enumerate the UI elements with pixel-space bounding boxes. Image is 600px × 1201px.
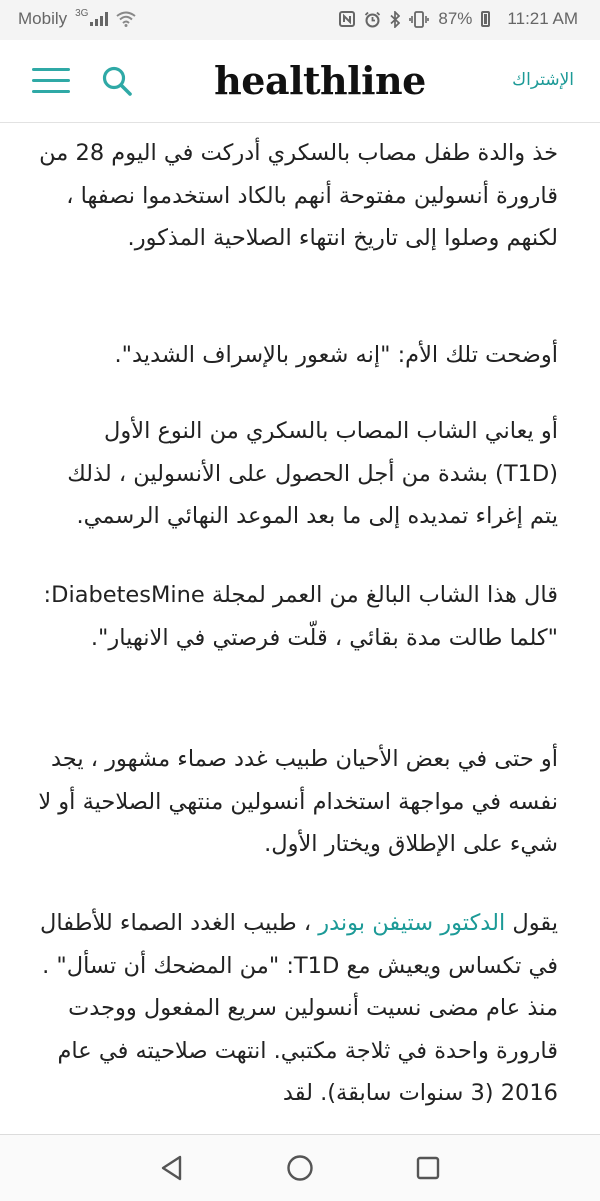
alarm-icon — [364, 11, 381, 28]
hamburger-menu-icon[interactable] — [32, 68, 70, 96]
article-paragraph — [0, 902, 600, 1115]
search-icon[interactable] — [100, 64, 134, 98]
healthline-logo[interactable]: healthline — [214, 58, 426, 103]
author-link[interactable]: الدكتور ستيفن بوندر — [318, 910, 506, 936]
vibrate-icon — [409, 11, 429, 28]
status-left — [18, 9, 136, 29]
bluetooth-icon — [390, 11, 400, 28]
paragraph-text: ، طبيب الغدد الصماء للأطفال في تكساس ويعيش مع T1D: "من المضحك أن تسأل" . منذ عام مضى نسيت أنسولين سريع المفعول ووجدت قارورة واحدة في ثلاجة مكتبي. انتهت صلاحيته في عام 2016 (3 سنوات سابقة). لقد — [40, 910, 558, 1106]
recent-apps-icon[interactable] — [414, 1154, 442, 1182]
nfc-icon — [339, 11, 355, 27]
article-paragraph: أوضحت تلك الأم: "إنه شعور بالإسراف الشديد". — [114, 342, 558, 368]
home-icon[interactable] — [286, 1154, 314, 1182]
article-paragraph: خذ والدة طفل مصاب بالسكري أدركت في اليوم 28 من قارورة أنسولين مفتوحة أنهم بالكاد استخدموا نصفها ، لكنهم وصلوا إلى تاريخ انتهاء الصلاحية المذكور. — [39, 140, 558, 251]
signal-icon — [90, 12, 108, 26]
article-paragraph: أو يعاني الشاب المصاب بالسكري من النوع الأول (T1D) بشدة من أجل الحصول على الأنسولين ، لذلك يتم إغراء تمديده إلى ما بعد الموعد النهائي الرسمي. — [67, 418, 558, 529]
paragraph-text: يقول — [505, 910, 558, 936]
navigation-bar — [0, 1134, 600, 1201]
status-right — [339, 9, 578, 29]
wifi-icon — [116, 11, 136, 27]
battery-percent-label: 87% — [438, 9, 473, 28]
status-bar — [0, 0, 600, 40]
article-body — [0, 122, 600, 1134]
article-paragraph: أو حتى في بعض الأحيان طبيب غدد صماء مشهور ، يجد نفسه في مواجهة استخدام أنسولين منتهي الصلاحية أو لا شيء على الإطلاق ويختار الأول. — [38, 746, 558, 857]
subscribe-link[interactable]: الإشتراك — [512, 70, 574, 90]
carrier-label: Mobily — [18, 9, 68, 28]
battery-icon — [481, 11, 490, 27]
app-header — [0, 40, 600, 123]
article-paragraph: قال هذا الشاب البالغ من العمر لمجلة DiabetesMine: "كلما طالت مدة بقائي ، قلّت فرصتي في الانهيار". — [43, 582, 558, 651]
time-label: 11:21 AM — [507, 9, 578, 28]
network-type-label: 3G — [75, 7, 89, 19]
back-icon[interactable] — [158, 1154, 186, 1182]
